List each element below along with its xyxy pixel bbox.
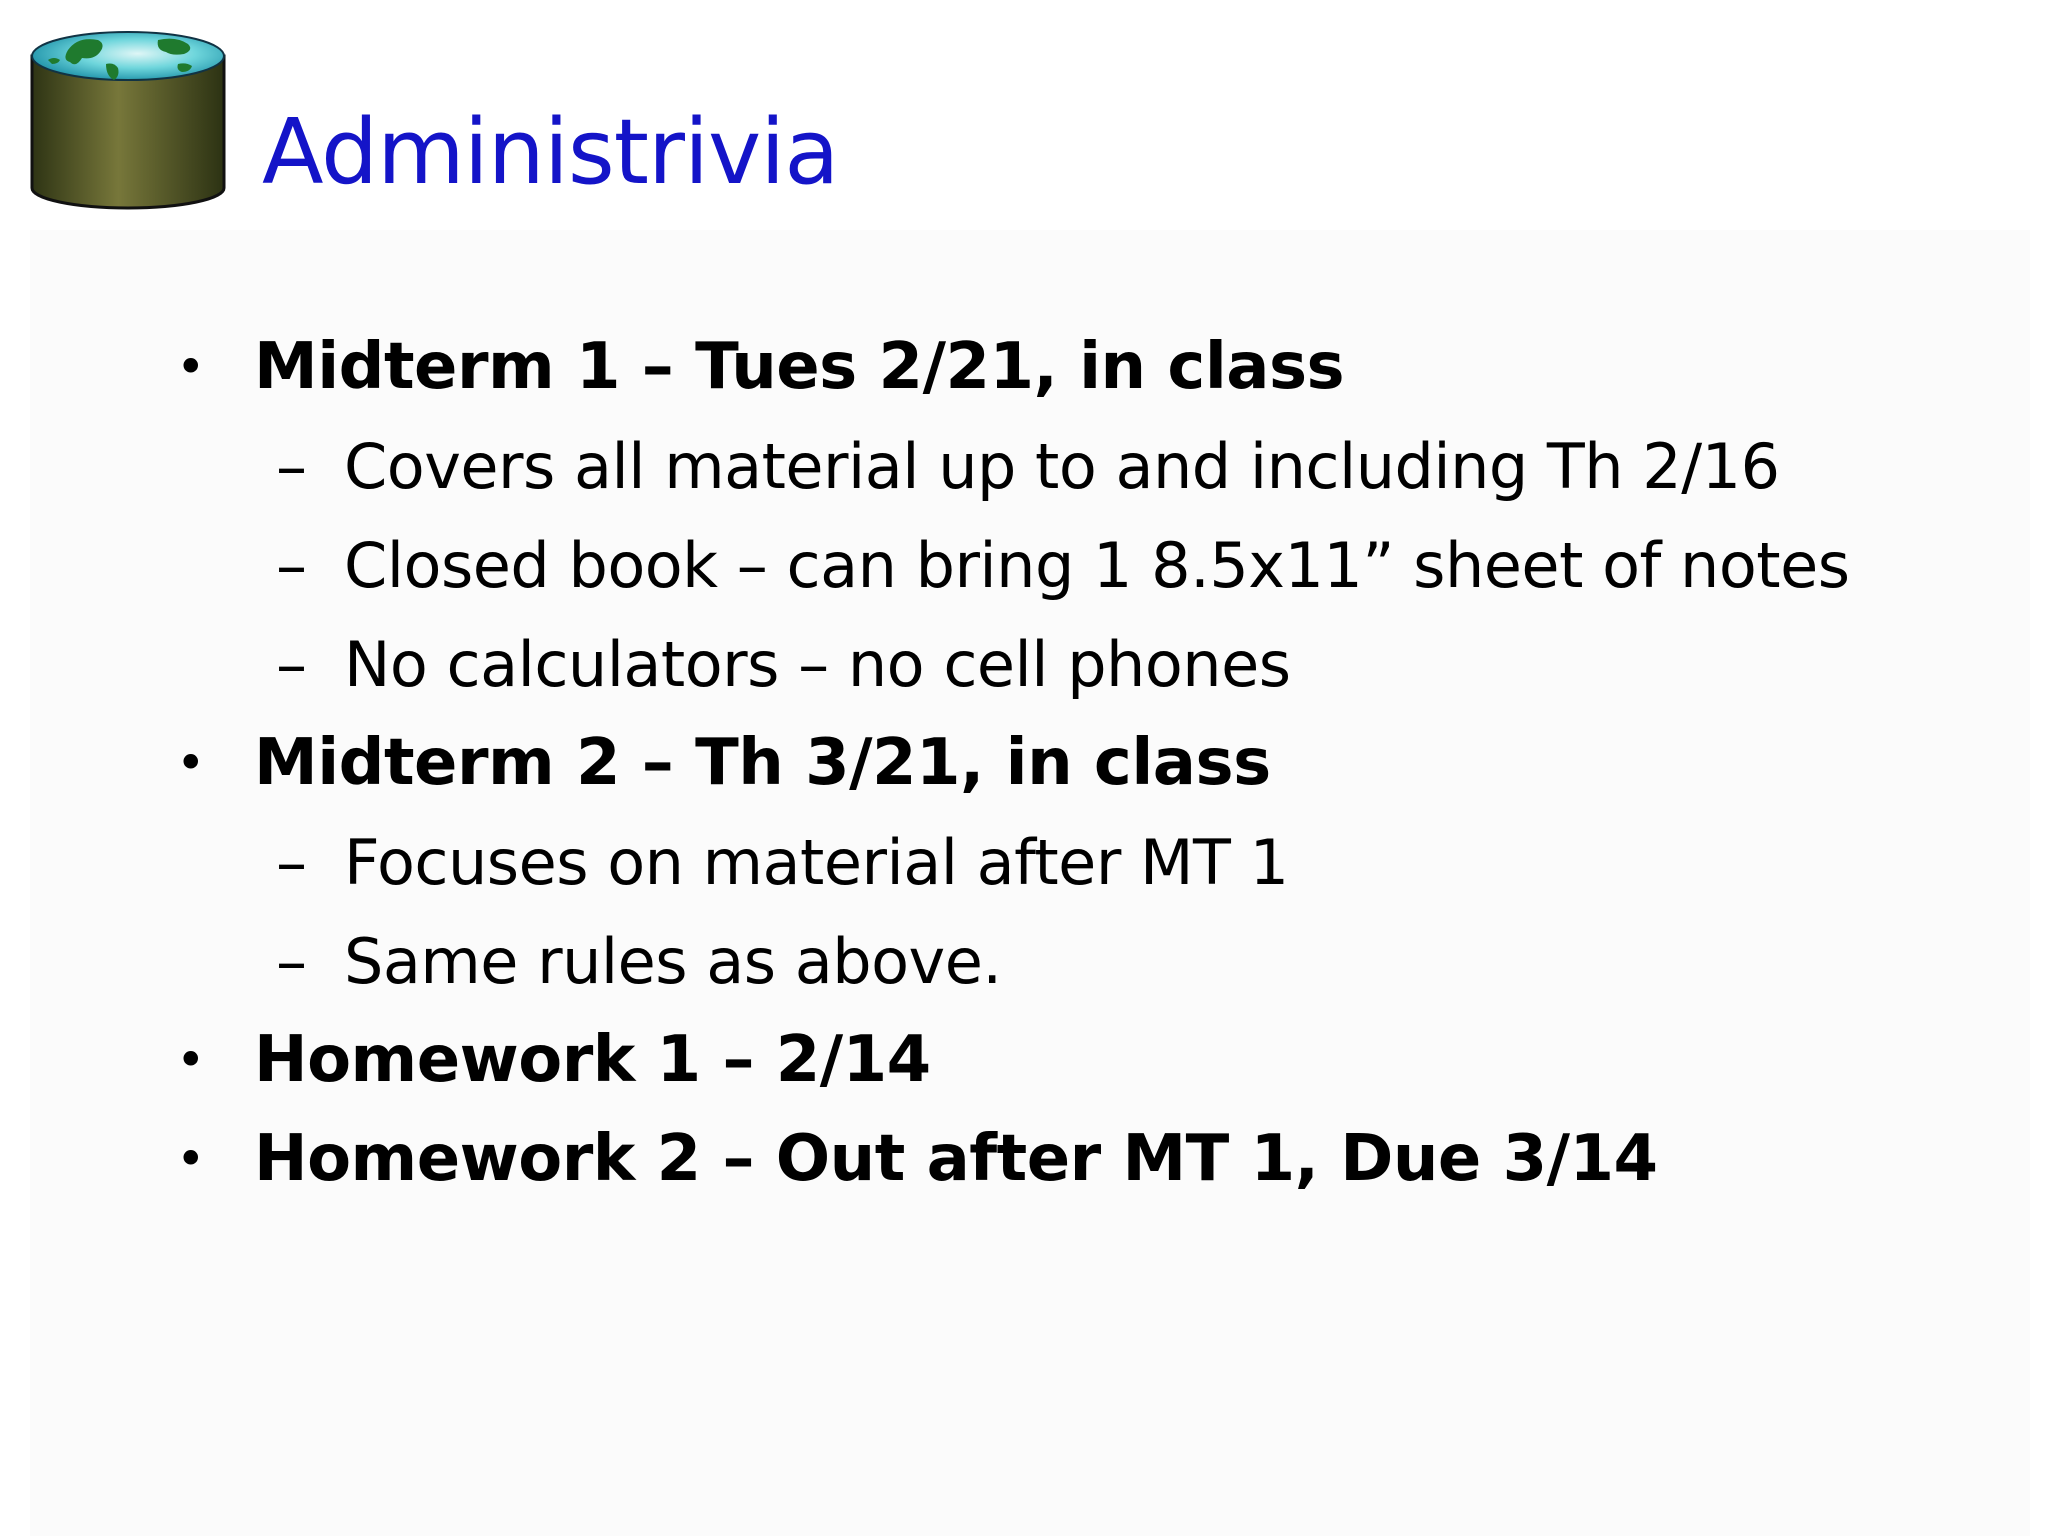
sub-bullet-item [170,615,2010,714]
sub-bullet-item [170,417,2010,516]
sub-bullet-text: Closed book – can bring 1 8.5x11” sheet of notes [344,529,1850,602]
bullet-item [170,1110,2010,1209]
sub-bullet-text: Focuses on material after MT 1 [344,826,1289,899]
bullet-item [170,318,2010,417]
bullet-marker: • [176,1130,205,1188]
dash-marker: – [276,628,307,701]
bullet-item [170,714,2010,813]
bullet-item [170,1011,2010,1110]
dash-marker: – [276,529,307,602]
globe-cylinder-icon [28,28,228,212]
dash-marker: – [276,826,307,899]
bullet-text: Homework 2 – Out after MT 1, Due 3/14 [254,1122,1658,1196]
sub-bullet-item [170,516,2010,615]
bullet-marker: • [176,734,205,792]
sub-bullet-text: Same rules as above. [344,925,1002,998]
slide-title: Administrivia [262,100,839,205]
bullet-text: Midterm 1 – Tues 2/21, in class [254,330,1345,404]
bullet-text: Homework 1 – 2/14 [254,1023,931,1097]
bullet-text: Midterm 2 – Th 3/21, in class [254,726,1271,800]
bullet-list [170,318,2010,1209]
sub-bullet-text: No calculators – no cell phones [344,628,1291,701]
dash-marker: – [276,925,307,998]
sub-bullet-item [170,813,2010,912]
bullet-marker: • [176,1031,205,1089]
sub-bullet-text: Covers all material up to and including Th 2/16 [344,430,1780,503]
sub-bullet-item [170,912,2010,1011]
bullet-marker: • [176,338,205,396]
dash-marker: – [276,430,307,503]
